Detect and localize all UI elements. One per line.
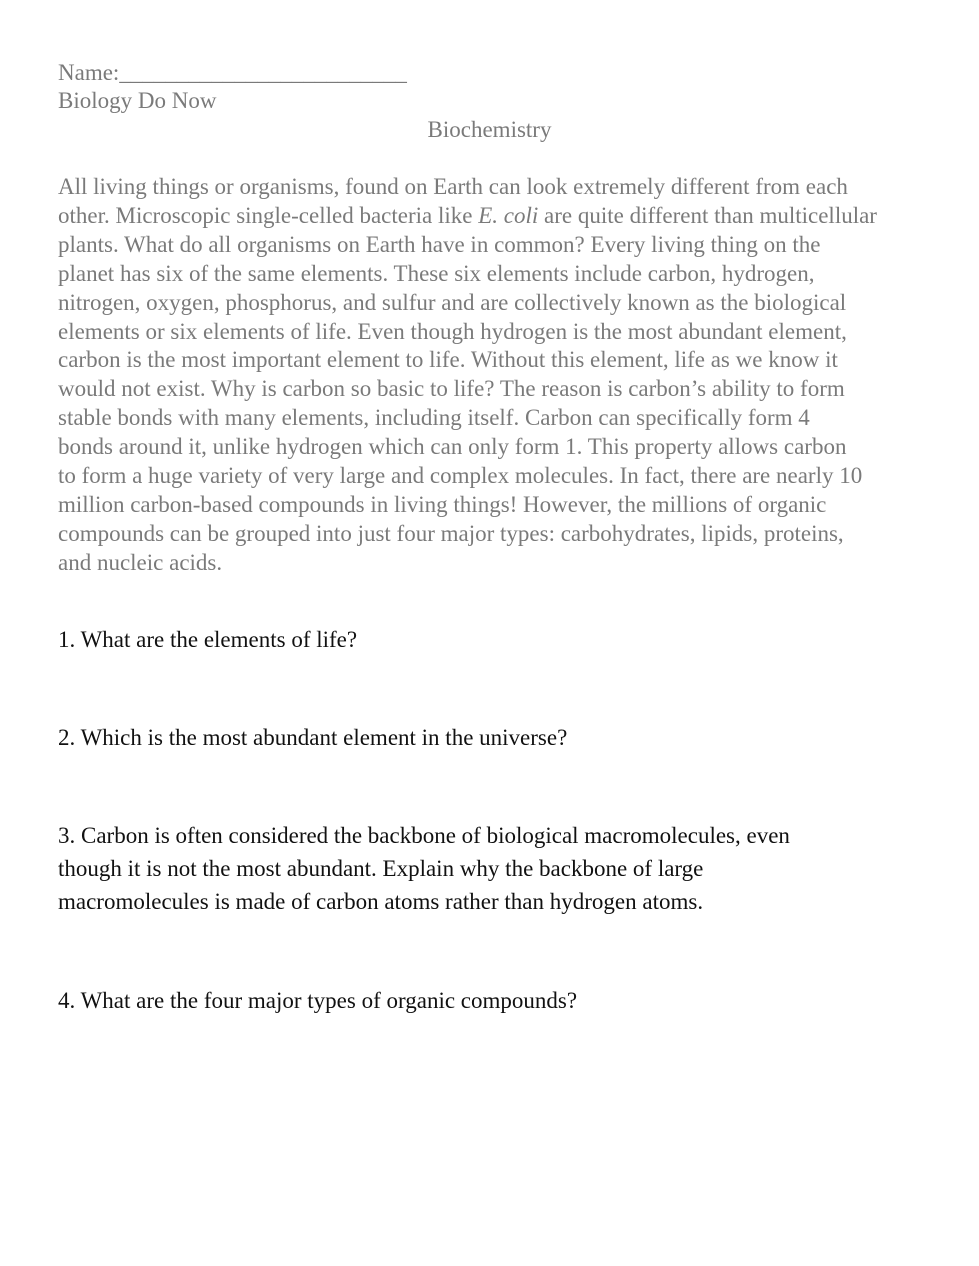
reading-line: plants. What do all organisms on Earth have in common? Every living thing on the	[58, 231, 821, 257]
reading-text: are quite different than multicellular	[538, 202, 877, 228]
class-label: Biology Do Now	[58, 88, 217, 113]
question-text: 3. Carbon is often considered the backbone of biological macromolecules, even	[58, 823, 790, 848]
reading-line: compounds can be grouped into just four major types: carbohydrates, lipids, proteins,	[58, 520, 844, 546]
question-text: 4. What are the four major types of organic compounds?	[58, 988, 578, 1013]
name-blank: _________________________	[119, 60, 407, 85]
reading-line	[58, 202, 924, 231]
page-title: Biochemistry	[427, 117, 552, 142]
reading-line: nitrogen, oxygen, phosphorus, and sulfur and are collectively known as the biological	[58, 289, 847, 315]
reading-line: million carbon-based compounds in living things! However, the millions of organic	[58, 491, 827, 517]
reading-line: stable bonds with many elements, including itself. Carbon can specifically form 4	[58, 405, 810, 431]
question-text: 1. What are the elements of life?	[58, 627, 358, 652]
reading-line: and nucleic acids.	[58, 549, 223, 575]
species-name: E. coli	[478, 202, 539, 228]
reading-passage	[58, 173, 924, 578]
reading-line: would not exist. Why is carbon so basic to life? The reason is carbon’s ability to form	[58, 376, 845, 402]
question-text: 2. Which is the most abundant element in the universe?	[58, 725, 568, 750]
name-field	[58, 58, 407, 87]
reading-line: carbon is the most important element to life. Without this element, life as we know it	[58, 347, 838, 373]
question-text: though it is not the most abundant. Explain why the backbone of large	[58, 856, 704, 881]
reading-line: bonds around it, unlike hydrogen which can only form 1. This property allows carbon	[58, 434, 847, 460]
question-text: macromolecules is made of carbon atoms rather than hydrogen atoms.	[58, 889, 704, 914]
reading-line: to form a huge variety of very large and complex molecules. In fact, there are nearly 10	[58, 463, 863, 489]
reading-line: elements or six elements of life. Even though hydrogen is the most abundant element,	[58, 318, 847, 344]
question-3	[58, 819, 924, 918]
reading-line: All living things or organisms, found on Earth can look extremely different from each	[58, 174, 848, 199]
reading-text: other. Microscopic single-celled bacteria like	[58, 202, 479, 228]
question-1	[58, 623, 924, 656]
question-2	[58, 721, 924, 754]
question-4	[58, 984, 924, 1017]
reading-line: planet has six of the same elements. These six elements include carbon, hydrogen,	[58, 260, 815, 286]
name-label: Name:	[58, 60, 120, 85]
